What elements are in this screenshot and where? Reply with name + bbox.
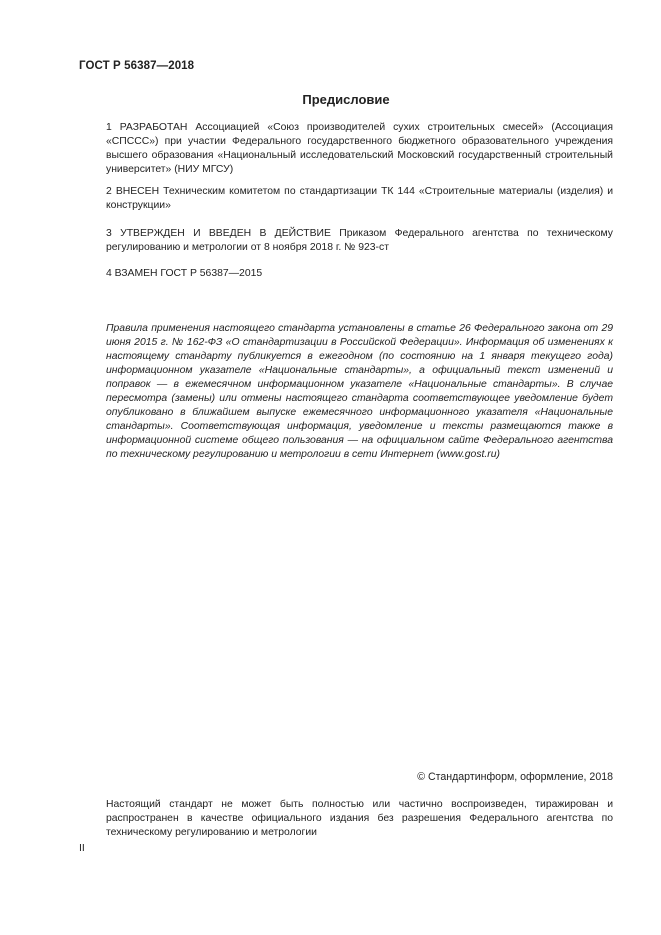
foreword-item-4 [79,267,613,281]
section-title: Предисловие [302,92,390,107]
foreword-item-1 [79,121,613,177]
foreword-item-text: 3 УТВЕРЖДЕН И ВВЕДЕН В ДЕЙСТВИЕ Приказом Федерального агентства по техническому регулированию и метрологии от 8 ноября 2018 г. № 923-ст [106,228,613,253]
foreword-item-text: 1 РАЗРАБОТАН Ассоциацией «Союз производителей сухих строительных смесей» (Ассоциация «СПСCC») при участии Федерального государственного бюджетного образовательного учреждения высшего образования «Национальный исследовательский Московский государственный строительный университет» (НИУ МГСУ) [106,122,613,175]
foreword-item-text: 2 ВНЕСЕН Техническим комитетом по стандартизации ТК 144 «Строительные материалы (изделия) и конструкции» [106,186,613,211]
page-number: II [79,842,85,854]
standard-application-notice [79,322,613,462]
notice-text: Правила применения настоящего стандарта установлены в статье 26 Федерального закона от 29 июня 2015 г. № 162-ФЗ «О стандартизации в Российской Федерации». Информация об изменениях к настоящему стандарту публикуется в ежегодном (по состоянию на 1 января текущего года) информационном указателе «Национальные стандарты», а официальный текст изменений и поправок — в ежемесячном информационном указателе «Национальные стандарты». В случае пересмотра (замены) или отмены настоящего стандарта соответствующее уведомление будет опубликовано в ближайшем выпуске ежемесячного информационного указателя «Национальные стандарты». Соответствующая информация, уведомление и тексты размещаются также в информационной системе общего пользования — на официальном сайте Федерального агентства по техническому регулированию и метрологии в сети Интернет (www.gost.ru) [106,323,613,460]
reproduction-notice-text: Настоящий стандарт не может быть полностью или частично воспроизведен, тиражирован и распространен в качестве официального издания без разрешения Федерального агентства по техническому регулированию и метрологии [106,799,613,838]
document-code-header: ГОСТ Р 56387—2018 [79,60,195,72]
foreword-item-text: 4 ВЗАМЕН ГОСТ Р 56387—2015 [106,268,263,279]
reproduction-notice [79,798,613,840]
foreword-item-2 [79,185,613,213]
foreword-item-3 [79,227,613,255]
copyright-line: © Стандартинформ, оформление, 2018 [417,771,613,783]
